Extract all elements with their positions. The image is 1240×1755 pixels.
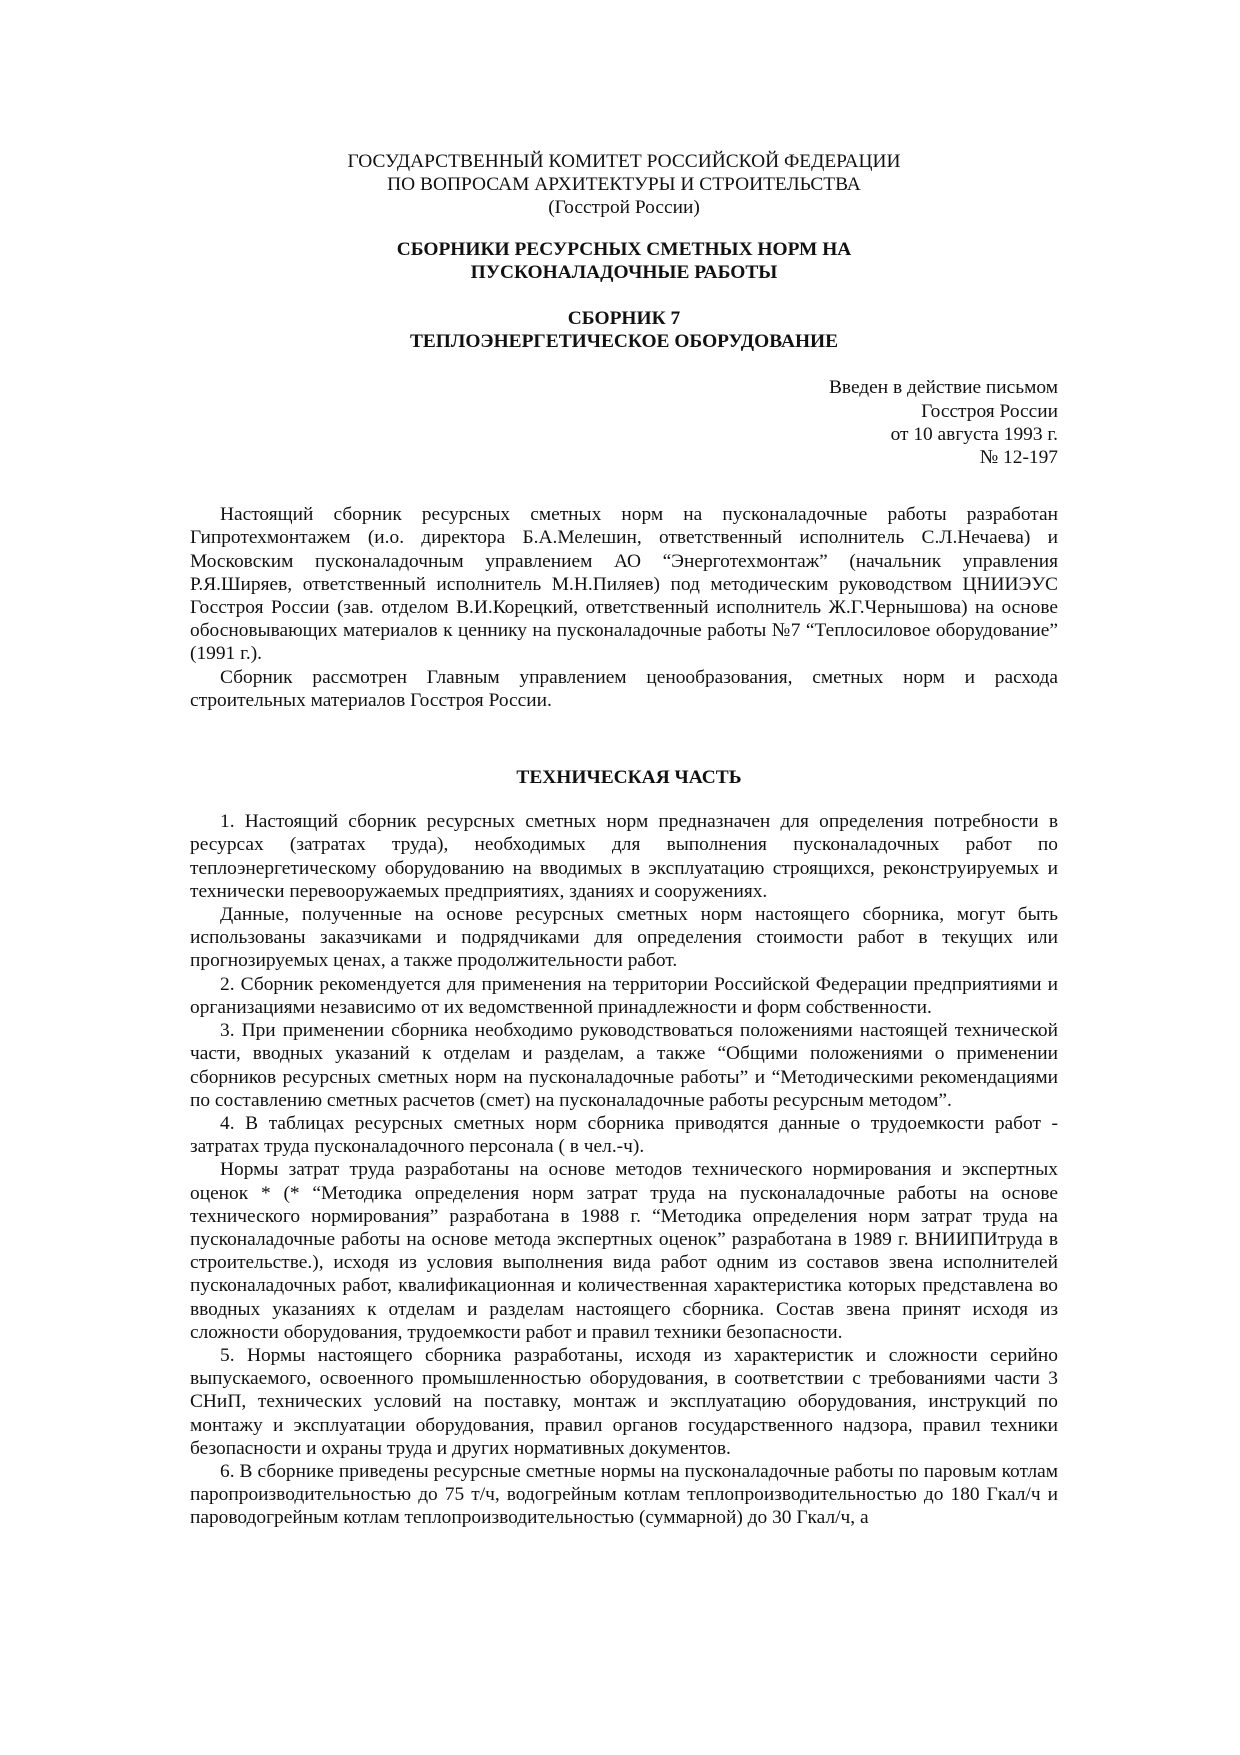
approval-line-2: Госстроя России [921, 400, 1058, 422]
approval-line-1: Введен в действие письмом [828, 377, 1058, 399]
issuer-line-1: ГОСУДАРСТВЕННЫЙ КОМИТЕТ РОССИЙСКОЙ ФЕДЕРАЦИИ [347, 151, 901, 172]
document-page [190, 150, 1058, 1530]
body-paragraph: 5. Нормы настоящего сборника разработаны, исходя из характеристик и сложности серийно выпускаемого, освоенного промышленностью оборудования, в соответствии с требованиями части 3 СНиП, технических условий на поставку, монтаж и эксплуатацию оборудования, инструкций по монтажу и эксплуатации оборудования, правил органов государственного надзора, правил техники безопасности и охраны труда и других нормативных документов. [190, 1344, 1058, 1459]
issuer-line-3: (Госстрой России) [548, 197, 700, 219]
title-line-2: ПУСКОНАЛАДОЧНЫЕ РАБОТЫ [470, 261, 778, 283]
approval-line-3: от 10 августа 1993 г. [890, 423, 1058, 445]
body-paragraph: 4. В таблицах ресурсных сметных норм сборника приводятся данные о трудоемкости работ - затратах труда пусконаладочного персонала ( в чел.-ч). [190, 1112, 1058, 1158]
collection-name: ТЕПЛОЭНЕРГЕТИЧЕСКОЕ ОБОРУДОВАНИЕ [409, 331, 839, 353]
section-heading: ТЕХНИЧЕСКАЯ ЧАСТЬ [516, 767, 742, 789]
intro-paragraph: Настоящий сборник ресурсных сметных норм на пусконаладочные работы разработан Гипротехмонтажем (и.о. директора Б.А.Мелешин, ответственный исполнитель С.Л.Нечаева) и Московским пусконаладочным управлением АО “Энерготехмонтаж” (начальник управления Р.Я.Ширяев, ответственный исполнитель М.Н.Пиляев) под методическим руководством ЦНИИЭУС Госстроя России (зав. отделом В.И.Корецкий, ответственный исполнитель Ж.Г.Чернышова) на основе обосновывающих материалов к ценнику на пусконаладочные работы №7 “Теплосиловое оборудование” (1991 г.). [190, 504, 1058, 665]
body-paragraph: Нормы затрат труда разработаны на основе методов технического нормирования и экспертных оценок * (* “Методика определения норм затрат труда на пусконаладочные работы на основе технического нормирования” разработана в 1988 г. “Методика определения норм затрат труда на пусконаладочные работы на основе метода экспертных оценок” разработана в 1989 г. ВНИИПИтруда в строительстве.), исходя из условия выполнения вида работ одним из составов звена исполнителей пусконаладочных работ, квалификационная и количественная характеристика которых представлена во вводных указаниях к отделам и разделам настоящего сборника. Состав звена принят исходя из сложности оборудования, трудоемкости работ и правил техники безопасности. [190, 1159, 1058, 1343]
body-paragraph: 1. Настоящий сборник ресурсных сметных норм предназначен для определения потребности в ресурсах (затратах труда), необходимых для выполнения пусконаладочных работ по теплоэнергетическому оборудованию на вводимых в эксплуатацию строящихся, реконструируемых и технически перевооружаемых предприятиях, зданиях и сооружениях. [190, 811, 1058, 902]
collection-title [190, 307, 1058, 353]
technical-section [190, 810, 1058, 1529]
title-line-1: СБОРНИКИ РЕСУРСНЫХ СМЕТНЫХ НОРМ НА [396, 238, 852, 260]
body-paragraph: Данные, полученные на основе ресурсных сметных норм настоящего сборника, могут быть использованы заказчиками и подрядчиками для определения стоимости работ в текущих или прогнозируемых ценах, а также продолжительности работ. [190, 904, 1058, 972]
issuer-header [190, 150, 1058, 220]
intro-paragraph: Сборник рассмотрен Главным управлением ценообразования, сметных норм и расхода строительных материалов Госстроя России. [190, 666, 1058, 711]
approval-line-4: № 12-197 [979, 447, 1058, 469]
collection-number: СБОРНИК 7 [567, 308, 681, 330]
document-title [190, 238, 1058, 284]
intro-section [190, 503, 1058, 712]
body-paragraph: 3. При применении сборника необходимо руководствоваться положениями настоящей технической части, вводных указаний к отделам и разделам, а также “Общими положениями о применении сборников ресурсных сметных норм на пусконаладочные работы” и “Методическими рекомендациями по составлению сметных расчетов (смет) на пусконаладочные работы ресурсным методом”. [190, 1020, 1058, 1111]
approval-note [190, 376, 1058, 469]
body-paragraph: 6. В сборнике приведены ресурсные сметные нормы на пусконаладочные работы по паровым котлам паропроизводительностью до 75 т/ч, водогрейным котлам теплопроизводительностью до 180 Гкал/ч и пароводогрейным котлам теплопроизводительностью (суммарной) до 30 Гкал/ч, а [190, 1460, 1058, 1529]
body-paragraph: 2. Сборник рекомендуется для применения на территории Российской Федерации предприятиями и организациями независимо от их ведомственной принадлежности и форм собственности. [190, 973, 1058, 1018]
issuer-line-2: ПО ВОПРОСАМ АРХИТЕКТУРЫ И СТРОИТЕЛЬСТВА [387, 174, 861, 196]
